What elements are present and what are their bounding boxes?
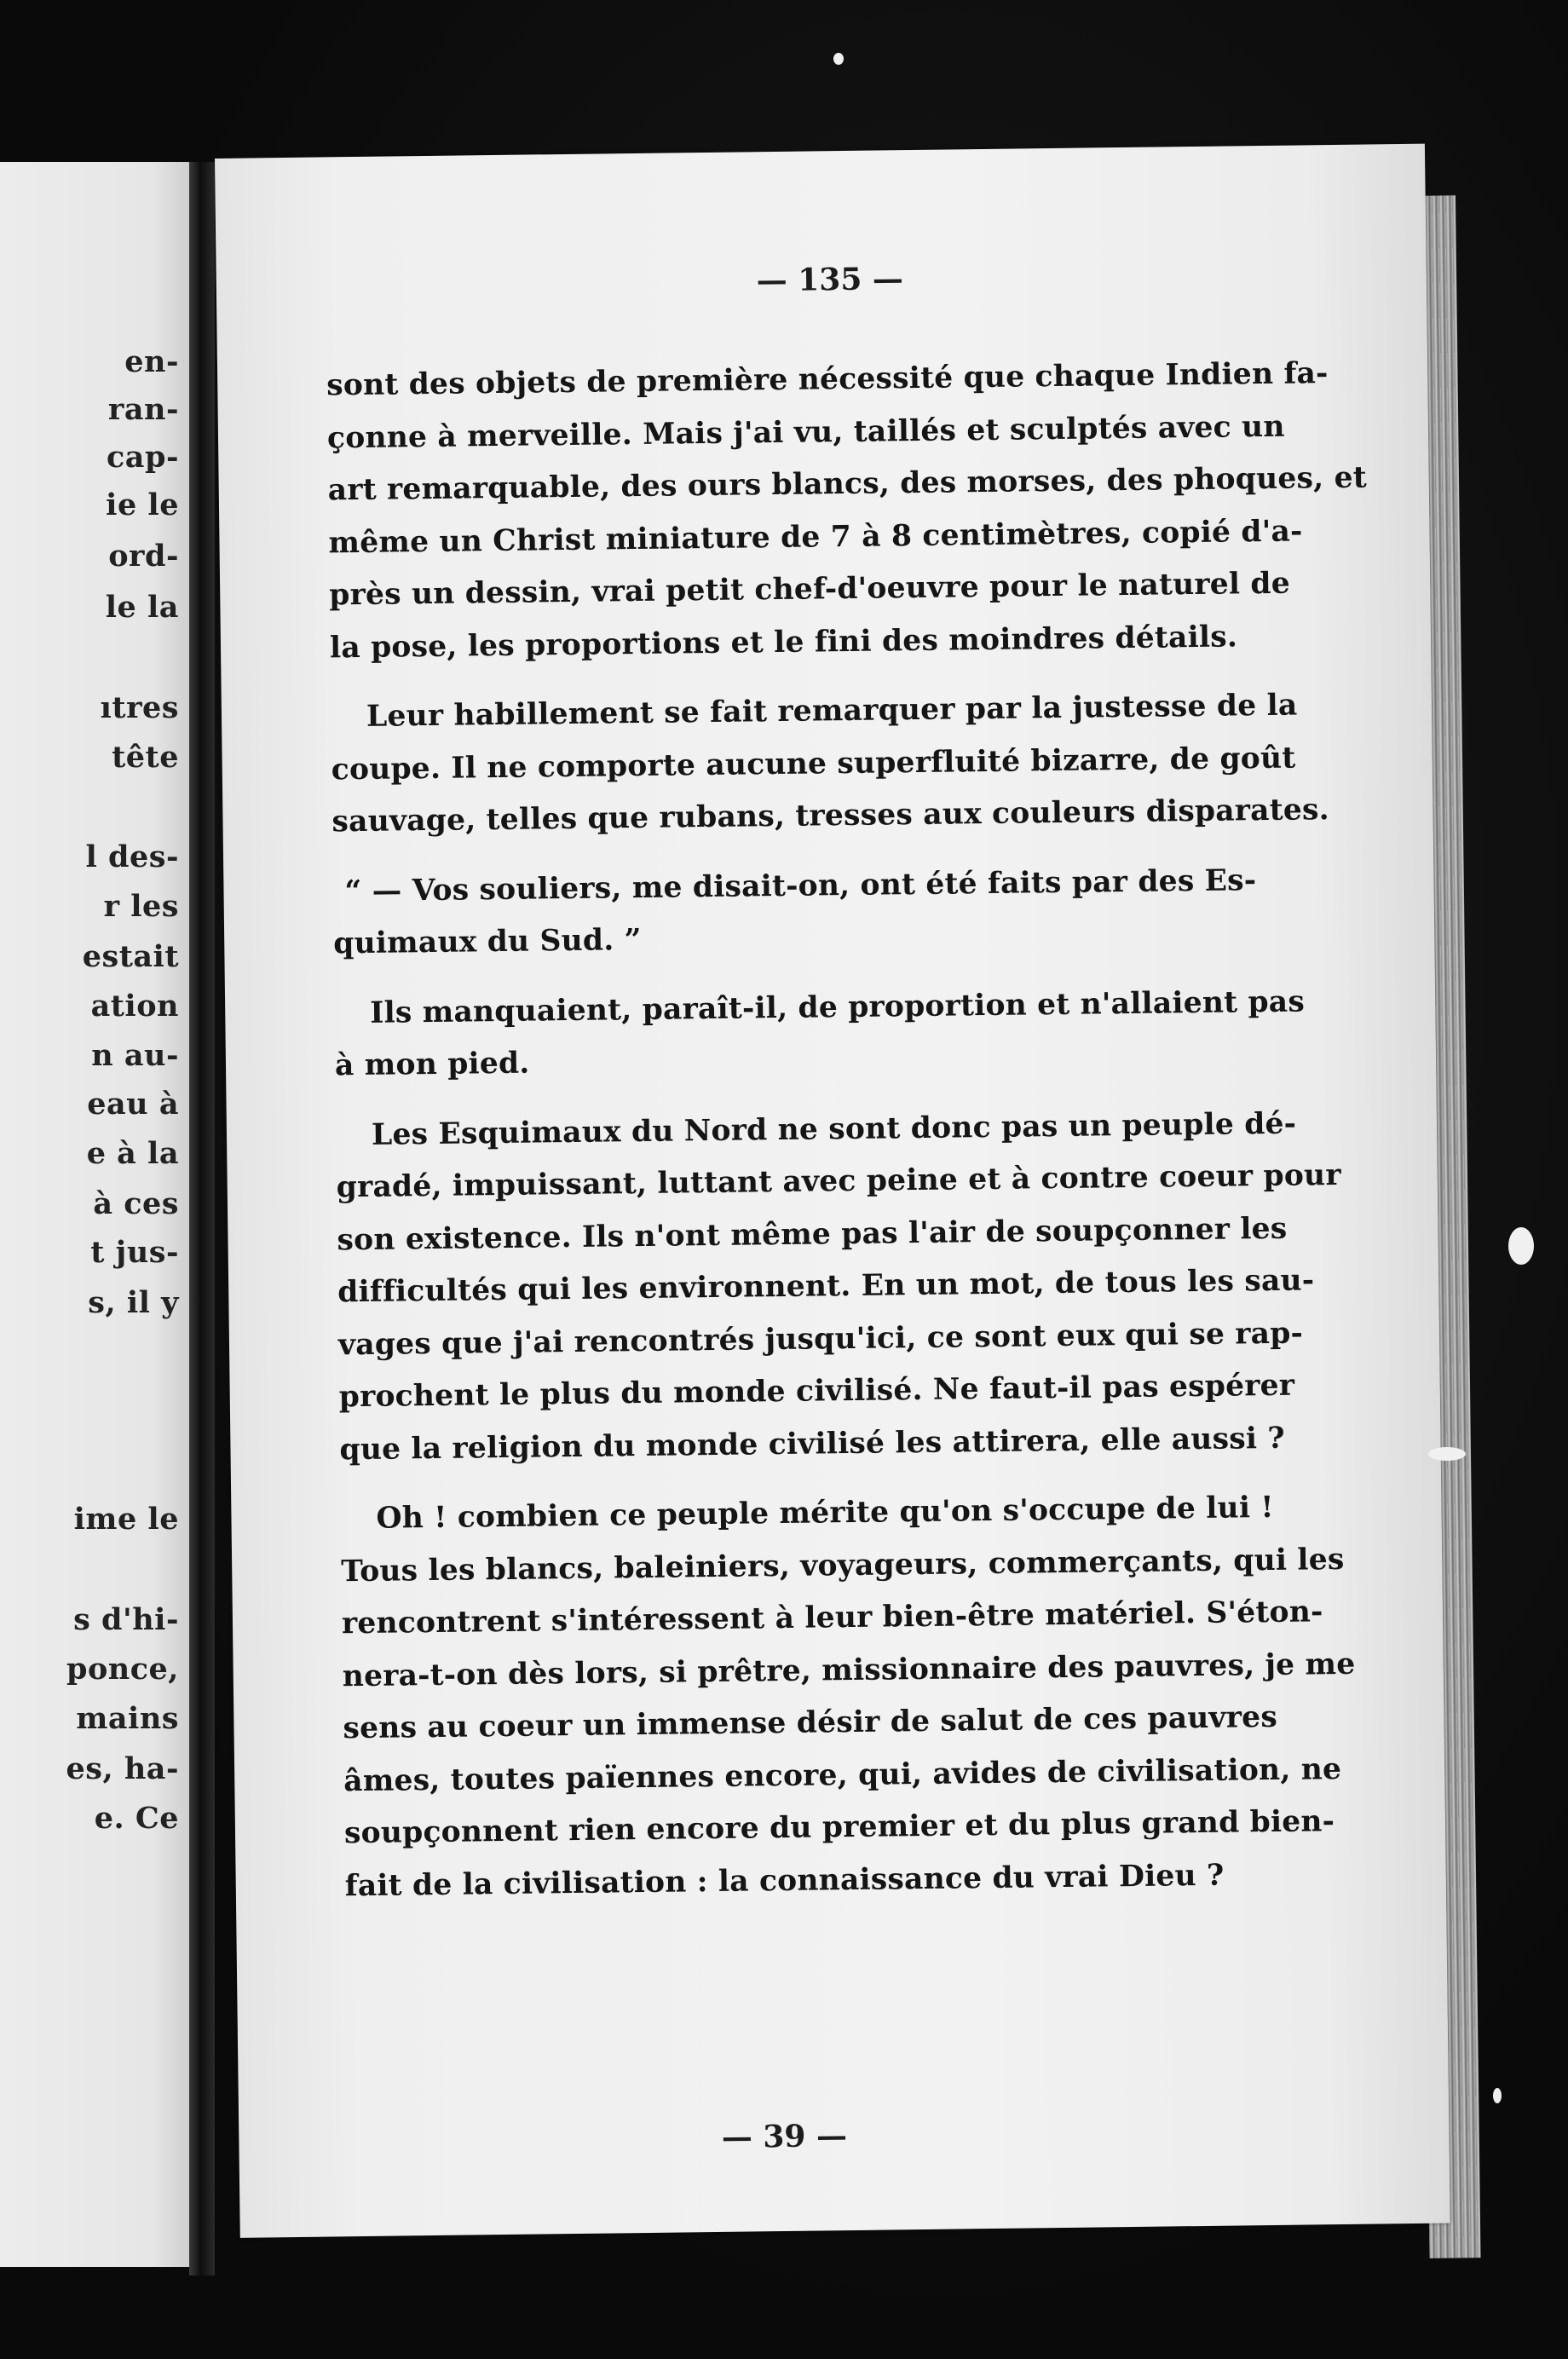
text-line: même un Christ miniature de 7 à 8 centimètres, copié d'a- bbox=[328, 513, 1303, 560]
paragraph bbox=[340, 1482, 1356, 1912]
facing-page-text-fragment: t jus- bbox=[90, 1235, 179, 1270]
facing-page-text-fragment: en- bbox=[124, 344, 179, 379]
text-line: prochent le plus du monde civilisé. Ne faut-il pas espérer bbox=[338, 1368, 1295, 1415]
text-line: la pose, les proportions et le fini des moindres détails. bbox=[329, 619, 1238, 665]
text-line: à mon pied. bbox=[334, 1046, 530, 1083]
facing-page-text-fragment: l des- bbox=[85, 839, 179, 874]
text-line: nera-t-on dès lors, si prêtre, missionnaire des pauvres, je me bbox=[342, 1647, 1356, 1693]
facing-page-left bbox=[0, 162, 189, 2267]
facing-page-text-fragment: cap- bbox=[107, 440, 179, 475]
body-text bbox=[326, 349, 1368, 1912]
book-page bbox=[215, 144, 1450, 2238]
text-line: son existence. Ils n'ont même pas l'air de soupçonner les bbox=[337, 1211, 1288, 1257]
paragraph bbox=[331, 680, 1330, 848]
film-speck bbox=[833, 53, 844, 65]
text-line: vages que j'ai rencontrés jusqu'ici, ce sont eux qui se rap- bbox=[337, 1316, 1304, 1362]
text-line: gradé, impuissant, luttant avec peine et à contre coeur pour bbox=[336, 1157, 1341, 1205]
facing-page-text-fragment: r les bbox=[103, 889, 179, 924]
facing-page-text-fragment: ord- bbox=[108, 539, 179, 574]
facing-page-text-fragment: es, ha- bbox=[66, 1751, 179, 1786]
facing-page-text-fragment: ation bbox=[90, 989, 179, 1024]
facing-page-text-fragment: e à la bbox=[86, 1136, 179, 1171]
text-line: sauvage, telles que rubans, tresses aux couleurs disparates. bbox=[331, 793, 1330, 839]
facing-page-text-fragment: eau à bbox=[87, 1087, 179, 1122]
facing-page-text-fragment: mains bbox=[76, 1701, 179, 1736]
facing-page-text-fragment: à ces bbox=[93, 1186, 179, 1221]
paragraph bbox=[334, 977, 1306, 1093]
facing-page-text-fragment: estait bbox=[82, 939, 179, 974]
text-line: “ — Vos souliers, me disait-on, ont été faits par des Es- bbox=[344, 862, 1257, 908]
text-line: sens au coeur un immense désir de salut de ces pauvres bbox=[343, 1699, 1278, 1746]
facing-page-text-fragment: le la bbox=[105, 590, 179, 625]
text-line: Ils manquaient, paraît-il, de proportion et n'allaient pas bbox=[370, 983, 1306, 1030]
facing-page-text-fragment: ıtres bbox=[100, 690, 179, 725]
text-line: difficultés qui les environnent. En un mot, de tous les sau- bbox=[337, 1263, 1315, 1310]
text-line: sont des objets de première nécessité que chaque Indien fa- bbox=[326, 356, 1329, 403]
facing-page-text-fragment: s, il y bbox=[88, 1285, 179, 1320]
text-line: çonne à merveille. Mais j'ai vu, taillés et sculptés avec un bbox=[326, 409, 1285, 455]
page-footer: — 39 — bbox=[721, 2118, 848, 2155]
facing-page-text-fragment: n au- bbox=[91, 1038, 179, 1073]
facing-page-text-fragment: tête bbox=[112, 740, 179, 775]
paragraph bbox=[326, 349, 1368, 674]
text-line: Tous les blancs, baleiniers, voyageurs, commerçants, qui les bbox=[341, 1542, 1345, 1589]
text-line: âmes, toutes païennes encore, qui, avides de civilisation, ne bbox=[343, 1751, 1342, 1798]
facing-page-text-fragment: s d'hi- bbox=[73, 1602, 179, 1637]
text-line: art remarquable, des ours blancs, des morses, des phoques, et bbox=[327, 460, 1368, 508]
text-line: que la religion du monde civilisé les attirera, elle aussi ? bbox=[339, 1421, 1285, 1467]
paragraph bbox=[336, 1099, 1341, 1476]
facing-page-text-fragment: ponce, bbox=[66, 1652, 179, 1687]
facing-page-text-fragment: ran- bbox=[107, 392, 179, 427]
text-line: Les Esquimaux du Nord ne sont donc pas un peuple dé- bbox=[371, 1106, 1297, 1152]
text-line: quimaux du Sud. ” bbox=[333, 922, 642, 961]
text-line: rencontrent s'intéressent à leur bien-être matériel. S'éton- bbox=[341, 1595, 1323, 1641]
film-speck bbox=[1428, 1447, 1466, 1461]
text-line: près un dessin, vrai petit chef-d'oeuvre pour le naturel de bbox=[329, 566, 1291, 613]
facing-page-text-fragment: e. Ce bbox=[94, 1801, 179, 1836]
paragraph bbox=[332, 855, 1257, 971]
text-line: Oh ! combien ce peuple mérite qu'on s'occupe de lui ! bbox=[376, 1490, 1274, 1536]
facing-page-text-fragment: ime le bbox=[73, 1502, 179, 1537]
film-speck bbox=[1493, 2088, 1502, 2103]
film-speck bbox=[1508, 1227, 1534, 1265]
text-line: Leur habillement se fait remarquer par la justesse de la bbox=[366, 688, 1298, 734]
text-line: soupçonnent rien encore du premier et du plus grand bien- bbox=[343, 1804, 1335, 1851]
page-header: — 135 — bbox=[756, 261, 904, 299]
text-line: fait de la civilisation : la connaissance du vrai Dieu ? bbox=[344, 1858, 1225, 1903]
book-gutter bbox=[189, 162, 215, 2275]
facing-page-text-fragment: ie le bbox=[106, 487, 179, 522]
text-line: coupe. Il ne comporte aucune superfluité bizarre, de goût bbox=[331, 741, 1296, 787]
